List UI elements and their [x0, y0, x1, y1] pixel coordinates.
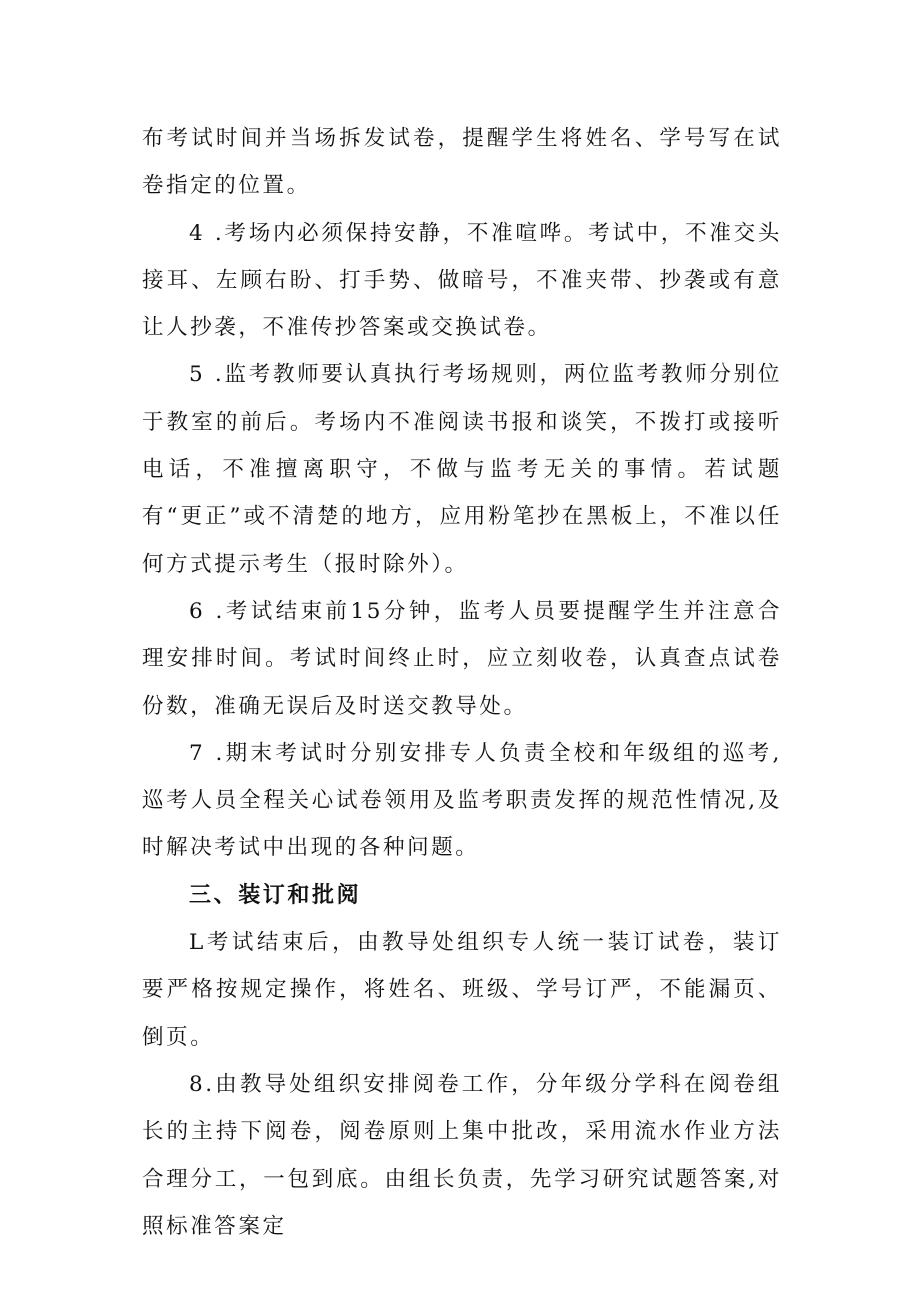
paragraph-item-4: 4 .考场内必须保持安静，不准喧哗。考试中，不准交头接耳、左顾右盼、打手势、做暗号，不准夹带、抄袭或有意让人抄袭，不准传抄答案或交换试卷。 [142, 220, 782, 341]
paragraph-item-6: 6 .考试结束前15分钟，监考人员要提醒学生并注意合理安排时间。考试时间终止时，应立刻收卷，认真查点试卷份数，准确无误后及时送交教导处。 [142, 598, 782, 719]
paragraph-item-8: 8.由教导处组织安排阅卷工作，分年级分学科在阅卷组长的主持下阅卷，阅卷原则上集中批改，采用流水作业方法合理分工，一包到底。由组长负责，先学习研究试题答案,对照标准答案定 [142, 1071, 782, 1239]
paragraph-continuation: 布考试时间并当场拆发试卷，提醒学生将姓名、学号写在试卷指定的位置。 [142, 126, 782, 199]
section-heading: 三、装订和批阅 [189, 882, 362, 908]
paragraph-item-5: 5 .监考教师要认真执行考场规则，两位监考教师分别位于教室的前后。考场内不准阅读书报和谈笑，不拨打或接听电话，不准擅离职守，不做与监考无关的事情。若试题有“更正”或不清楚的地方，应用粉笔抄在黑板上，不准以任何方式提示考生（报时除外）。 [142, 362, 782, 577]
paragraph-item-7: 7 .期末考试时分别安排专人负责全校和年级组的巡考,巡考人员全程关心试卷领用及监考职责发挥的规范性情况,及时解决考试中出现的各种问题。 [142, 740, 782, 861]
paragraph-binding: L考试结束后，由教导处组织专人统一装订试卷，装订要严格按规定操作，将姓名、班级、学号订严，不能漏页、倒页。 [142, 930, 782, 1050]
document-page [142, 115, 782, 1250]
